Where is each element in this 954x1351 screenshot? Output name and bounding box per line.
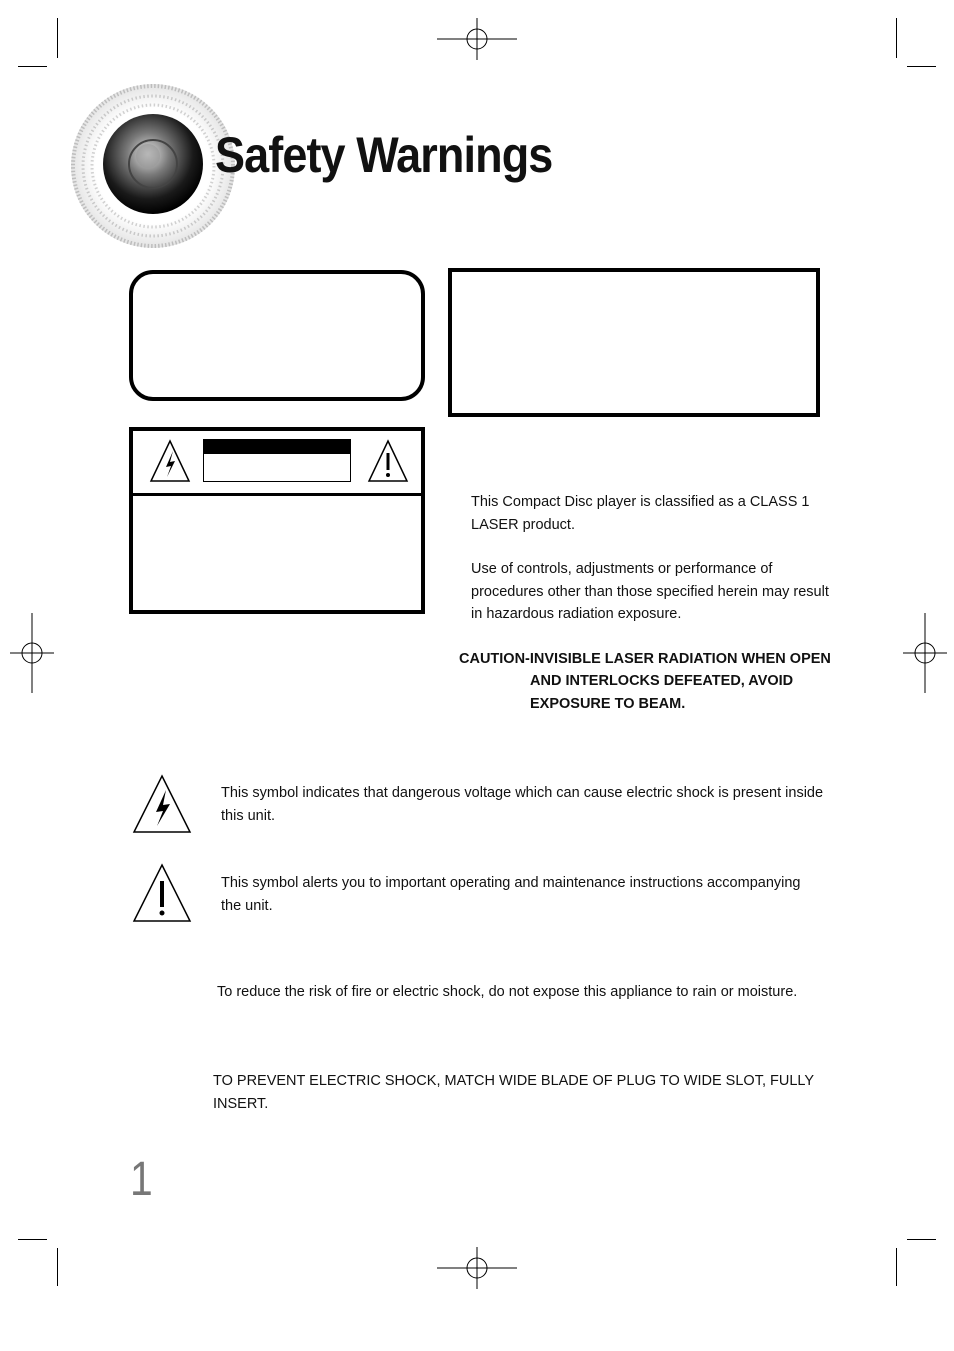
voltage-warning-icon bbox=[132, 774, 192, 834]
exclamation-triangle-icon bbox=[367, 439, 409, 483]
laser-controls-text: Use of controls, adjustments or performance of procedures other than those specified herein may result in hazardous radiation exposure. bbox=[471, 561, 829, 622]
page-number: 1 bbox=[130, 1153, 153, 1206]
caution-label-plate bbox=[203, 439, 351, 482]
rect-warning-box bbox=[448, 268, 820, 417]
caution-label-divider bbox=[133, 493, 421, 496]
speaker-graphic bbox=[68, 78, 238, 253]
laser-class-text: This Compact Disc player is classified as a CLASS 1 LASER product. bbox=[471, 494, 810, 533]
registration-mark-right bbox=[903, 613, 947, 693]
rounded-warning-box bbox=[129, 270, 425, 401]
voltage-symbol-text: This symbol indicates that dangerous voltage which can cause electric shock is present inside this unit. bbox=[221, 785, 824, 824]
laser-caution-line2: AND INTERLOCKS DEFEATED, AVOID bbox=[530, 673, 794, 689]
laser-caution-line1: CAUTION-INVISIBLE LASER RADIATION WHEN OPEN bbox=[459, 651, 831, 667]
laser-caution-line3: EXPOSURE TO BEAM. bbox=[530, 696, 686, 712]
attention-symbol-text: This symbol alerts you to important operating and maintenance instructions accompanying the unit. bbox=[221, 875, 801, 914]
page-title: Safety Warnings bbox=[215, 127, 553, 183]
registration-mark-top bbox=[437, 18, 517, 60]
registration-mark-left bbox=[10, 613, 54, 693]
moisture-warning-text: To reduce the risk of fire or electric shock, do not expose this appliance to rain or moisture. bbox=[217, 984, 798, 1000]
lightning-triangle-icon bbox=[149, 439, 191, 483]
plug-warning-text: TO PREVENT ELECTRIC SHOCK, MATCH WIDE BLADE OF PLUG TO WIDE SLOT, FULLY INSERT. bbox=[213, 1073, 814, 1112]
attention-warning-icon bbox=[132, 863, 192, 923]
registration-mark-bottom bbox=[437, 1247, 517, 1289]
caution-label-box bbox=[129, 427, 425, 614]
